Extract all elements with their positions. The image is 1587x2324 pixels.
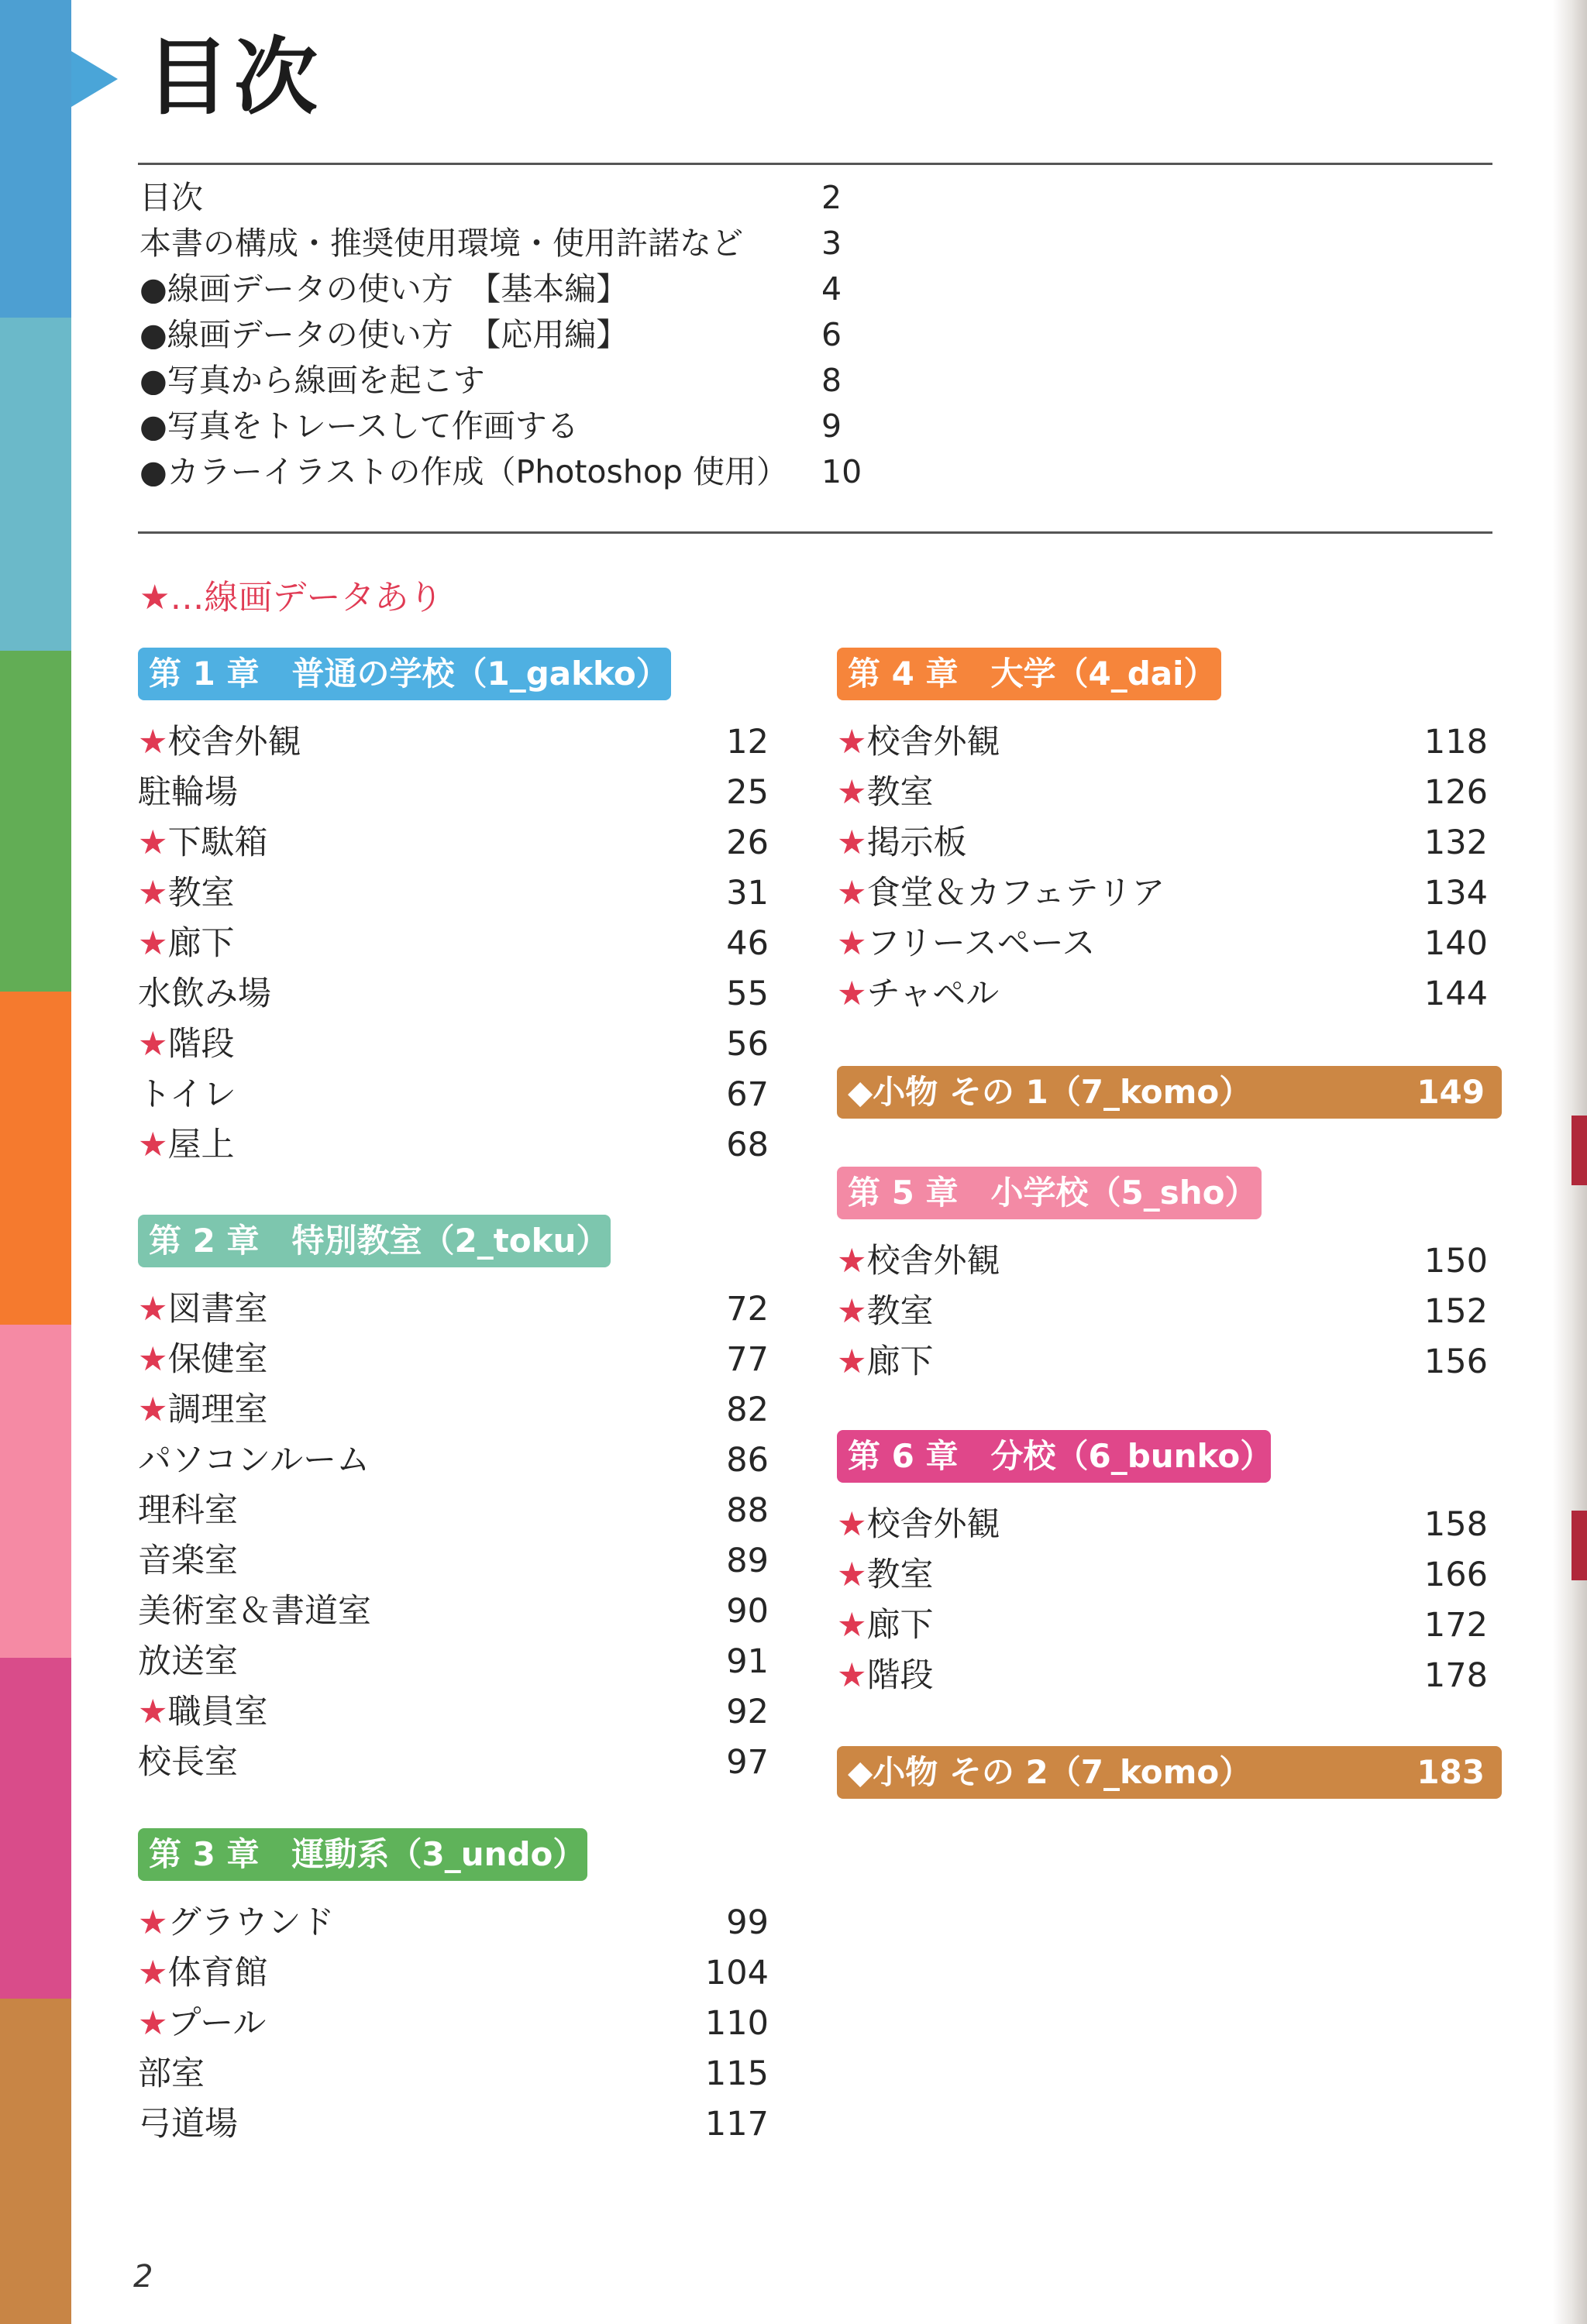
star-icon: ★	[837, 1606, 867, 1645]
star-icon: ★	[138, 1025, 168, 1064]
toc-entry	[837, 870, 1488, 916]
chapter-heading	[837, 1167, 1262, 1219]
entry-title: 廊下	[167, 924, 235, 963]
entry-title: 校舎外観	[866, 1242, 1000, 1281]
entry-page: 55	[726, 975, 769, 1013]
chapter-label: 第 2 章 特別教室（2_toku）	[149, 1222, 609, 1260]
toc-entry	[138, 1336, 769, 1383]
entry-title: 廊下	[866, 1606, 934, 1645]
toc-title: 目次	[139, 179, 203, 216]
toc-title: 本書の構成・推奨使用環境・使用許諾など	[139, 225, 743, 262]
star-icon: ★	[837, 723, 867, 761]
chapter-heading	[837, 1430, 1271, 1483]
entry-title: 理科室	[138, 1491, 238, 1530]
toc-page: 6	[821, 316, 842, 353]
entry-page: 144	[1423, 975, 1488, 1013]
toc-entry	[138, 1487, 769, 1534]
entry-page: 82	[726, 1391, 769, 1429]
entry-title: プール	[167, 2004, 267, 2043]
toc-entry	[138, 870, 769, 916]
toc-page: 10	[821, 453, 862, 490]
entry-title: 水飲み場	[138, 975, 271, 1013]
toc-entry	[837, 1339, 1488, 1385]
entry-title: 下駄箱	[167, 823, 268, 862]
entry-title: 教室	[167, 874, 235, 913]
intro-toc	[139, 175, 876, 495]
entry-page: 110	[704, 2004, 769, 2043]
strip-segment	[0, 1325, 71, 1658]
entry-page: 178	[1423, 1656, 1488, 1695]
entry-page: 12	[726, 723, 769, 761]
star-icon: ★	[837, 924, 867, 963]
entry-page: 97	[726, 1743, 769, 1782]
entry-title: 校長室	[138, 1743, 238, 1782]
star-icon: ★	[837, 874, 867, 913]
divider	[138, 163, 1492, 165]
toc-page: 8	[821, 362, 842, 399]
toc-entry	[138, 1286, 769, 1332]
entry-page: 25	[726, 773, 769, 812]
toc-entry	[138, 1588, 769, 1635]
chapter-heading	[837, 1066, 1502, 1119]
star-icon: ★	[138, 924, 168, 963]
entry-title: 階段	[866, 1656, 934, 1695]
toc-entry	[138, 1899, 769, 1946]
toc-page: 2	[821, 179, 842, 216]
entry-page: 150	[1423, 1242, 1488, 1281]
legend-text: …線画データあり	[170, 578, 443, 617]
entry-page: 90	[726, 1592, 769, 1631]
entry-page: 156	[1423, 1342, 1488, 1381]
toc-entry	[837, 920, 1488, 967]
star-icon: ★	[837, 1292, 867, 1331]
toc-entry	[138, 1950, 769, 1996]
entry-page: 72	[726, 1290, 769, 1329]
entry-page: 56	[726, 1025, 769, 1064]
chapter-page: 149	[1417, 1073, 1485, 1111]
entry-title: 弓道場	[138, 2105, 238, 2144]
toc-entry	[138, 2051, 769, 2097]
entry-title: チャペル	[866, 975, 1000, 1013]
toc-page: 3	[821, 225, 842, 262]
chapter-label: 第 5 章 小学校（5_sho）	[848, 1174, 1258, 1212]
star-icon: ★	[138, 874, 168, 913]
entry-page: 99	[726, 1903, 769, 1942]
toc-entry	[138, 1739, 769, 1786]
entry-page: 77	[726, 1340, 769, 1379]
entry-page: 31	[726, 874, 769, 913]
entry-title: フリースペース	[866, 924, 1096, 963]
entry-title: グラウンド	[167, 1903, 335, 1942]
toc-entry	[837, 1552, 1488, 1598]
star-icon: ★	[138, 1290, 168, 1329]
chapter-heading	[837, 648, 1221, 700]
toc-page: 4	[821, 270, 842, 308]
strip-segment	[0, 992, 71, 1325]
page-title: 目次	[146, 29, 323, 126]
chapter-heading	[138, 648, 671, 700]
entry-page: 89	[726, 1542, 769, 1580]
entry-page: 92	[726, 1693, 769, 1731]
entry-page: 152	[1423, 1292, 1488, 1331]
legend	[139, 575, 442, 621]
entry-page: 118	[1423, 723, 1488, 761]
entry-page: 26	[726, 823, 769, 862]
toc-row	[139, 175, 876, 221]
toc-entry	[138, 1437, 769, 1483]
strip-segment	[0, 0, 71, 318]
toc-entry	[138, 769, 769, 816]
toc-entry	[138, 971, 769, 1017]
entry-title: 美術室＆書道室	[138, 1592, 371, 1631]
toc-entry	[837, 1238, 1488, 1284]
toc-row	[139, 449, 876, 495]
chapter-label: ◆小物 その 1（7_komo）	[848, 1073, 1252, 1111]
star-icon: ★	[138, 1693, 168, 1731]
page-number: 2	[133, 2259, 153, 2295]
toc-title: ●写真から線画を起こす	[139, 362, 485, 399]
toc-entry	[138, 1021, 769, 1067]
toc-row	[139, 358, 876, 404]
entry-page: 140	[1423, 924, 1488, 963]
entry-title: 廊下	[866, 1342, 934, 1381]
star-icon: ★	[139, 578, 170, 617]
toc-entry	[138, 2101, 769, 2147]
star-icon: ★	[837, 1342, 867, 1381]
entry-title: 音楽室	[138, 1542, 238, 1580]
entry-page: 86	[726, 1441, 769, 1480]
star-icon: ★	[138, 1340, 168, 1379]
chapter-label: 第 6 章 分校（6_bunko）	[848, 1437, 1273, 1475]
entry-title: 職員室	[167, 1693, 268, 1731]
entry-title: 校舎外観	[866, 723, 1000, 761]
toc-row	[139, 312, 876, 358]
star-icon: ★	[138, 2004, 168, 2043]
chapter-label: 第 3 章 運動系（3_undo）	[149, 1835, 586, 1873]
toc-row	[139, 404, 876, 449]
entry-page: 166	[1423, 1556, 1488, 1594]
toc-row	[139, 266, 876, 312]
toc-entry	[837, 1652, 1488, 1699]
entry-page: 88	[726, 1491, 769, 1530]
toc-entry	[138, 1122, 769, 1168]
chapter-heading	[837, 1746, 1502, 1799]
chapter-label: 第 1 章 普通の学校（1_gakko）	[149, 655, 669, 693]
entry-title: 教室	[866, 773, 934, 812]
toc-entry	[837, 820, 1488, 866]
entry-title: 部室	[138, 2054, 205, 2093]
toc-entry	[138, 719, 769, 765]
star-icon: ★	[837, 1242, 867, 1281]
divider	[138, 531, 1492, 534]
toc-entry	[138, 1689, 769, 1735]
entry-title: 体育館	[167, 1954, 268, 1992]
toc-entry	[837, 769, 1488, 816]
toc-title: ●線画データの使い方 【応用編】	[139, 316, 628, 353]
entry-page: 132	[1423, 823, 1488, 862]
entry-title: 保健室	[167, 1340, 268, 1379]
entry-page: 91	[726, 1642, 769, 1681]
toc-page: 9	[821, 407, 842, 445]
entry-page: 134	[1423, 874, 1488, 913]
toc-entry	[138, 920, 769, 967]
entry-page: 67	[726, 1075, 769, 1114]
entry-page: 104	[704, 1954, 769, 1992]
star-icon: ★	[138, 1954, 168, 1992]
entry-title: 掲示板	[866, 823, 967, 862]
star-icon: ★	[138, 1126, 168, 1164]
star-icon: ★	[837, 823, 867, 862]
strip-segment	[0, 318, 71, 651]
toc-entry	[837, 1602, 1488, 1648]
entry-page: 68	[726, 1126, 769, 1164]
chapter-heading	[138, 1828, 587, 1881]
page-edge-mark	[1572, 1511, 1587, 1580]
toc-entry	[837, 719, 1488, 765]
entry-title: 放送室	[138, 1642, 238, 1681]
chapter-label: ◆小物 その 2（7_komo）	[848, 1753, 1252, 1791]
entry-title: 屋上	[167, 1126, 235, 1164]
page-edge-mark	[1572, 1116, 1587, 1185]
entry-page: 158	[1423, 1505, 1488, 1544]
entry-title: 駐輪場	[138, 773, 238, 812]
star-icon: ★	[837, 1656, 867, 1695]
entry-page: 117	[704, 2105, 769, 2144]
toc-entry	[138, 2000, 769, 2047]
strip-segment	[0, 1999, 71, 2324]
toc-entry	[138, 1638, 769, 1685]
star-icon: ★	[138, 1903, 168, 1942]
star-icon: ★	[837, 1556, 867, 1594]
star-icon: ★	[138, 823, 168, 862]
strip-segment	[0, 651, 71, 992]
entry-title: 教室	[866, 1292, 934, 1331]
star-icon: ★	[837, 1505, 867, 1544]
toc-entry	[138, 1071, 769, 1118]
star-icon: ★	[837, 975, 867, 1013]
chapter-color-strip	[0, 0, 71, 2324]
entry-page: 172	[1423, 1606, 1488, 1645]
toc-entry	[837, 971, 1488, 1017]
entry-title: 校舎外観	[866, 1505, 1000, 1544]
entry-title: 校舎外観	[167, 723, 301, 761]
entry-title: 教室	[866, 1556, 934, 1594]
toc-entry	[138, 1538, 769, 1584]
toc-entry	[837, 1501, 1488, 1548]
chapter-page: 183	[1417, 1753, 1485, 1791]
chapter-heading	[138, 1215, 611, 1267]
star-icon: ★	[837, 773, 867, 812]
entry-title: 階段	[167, 1025, 235, 1064]
chapter-label: 第 4 章 大学（4_dai）	[848, 655, 1217, 693]
toc-row	[139, 221, 876, 266]
entry-page: 126	[1423, 773, 1488, 812]
entry-title: パソコンルーム	[138, 1441, 370, 1480]
toc-entry	[138, 1387, 769, 1433]
entry-title: 食堂＆カフェテリア	[866, 874, 1165, 913]
entry-page: 46	[726, 924, 769, 963]
toc-title: ●カラーイラストの作成（Photoshop 使用）	[139, 453, 788, 490]
toc-title: ●線画データの使い方 【基本編】	[139, 270, 628, 308]
title-arrow-icon	[71, 51, 118, 107]
entry-title: トイレ	[138, 1075, 236, 1114]
toc-title: ●写真をトレースして作画する	[139, 407, 579, 445]
star-icon: ★	[138, 723, 168, 761]
entry-page: 115	[704, 2054, 769, 2093]
star-icon: ★	[138, 1391, 168, 1429]
toc-entry	[138, 820, 769, 866]
entry-title: 調理室	[167, 1391, 268, 1429]
entry-title: 図書室	[167, 1290, 268, 1329]
toc-entry	[837, 1288, 1488, 1335]
strip-segment	[0, 1658, 71, 1999]
